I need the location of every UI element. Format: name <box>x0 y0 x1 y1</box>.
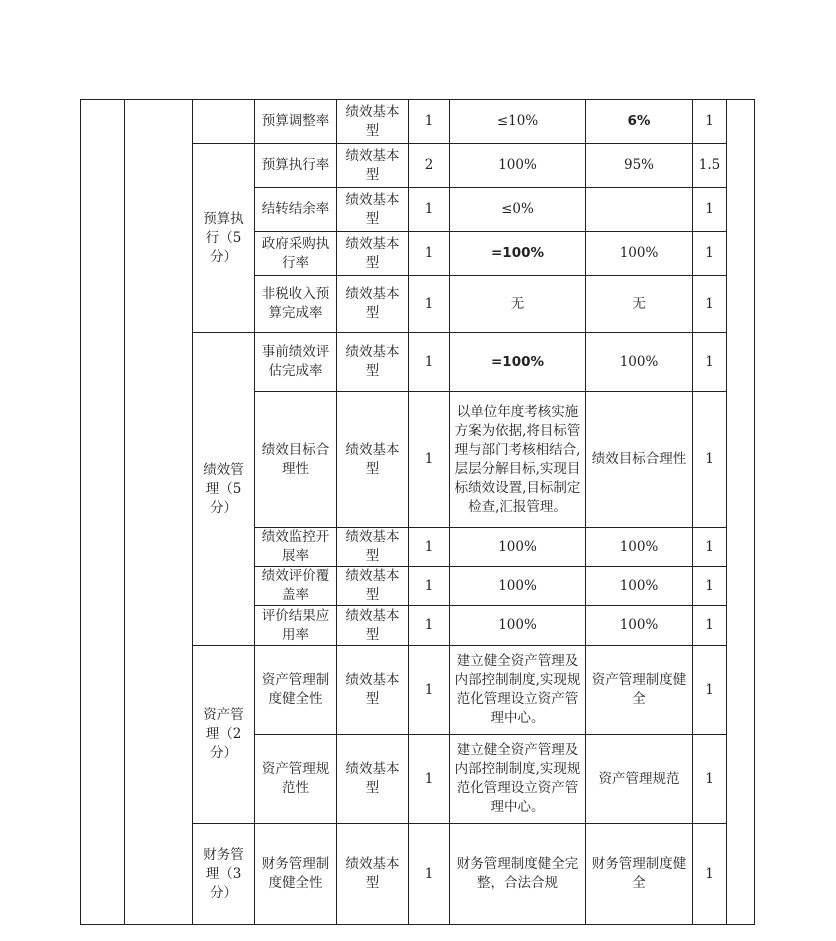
remark-cell <box>727 100 755 925</box>
category-cell-empty <box>193 100 255 144</box>
indicator-cell: 预算执行率 <box>255 144 337 188</box>
weight-cell: 2 <box>409 144 450 188</box>
weight-cell: 1 <box>409 276 450 333</box>
performance-table <box>80 99 755 925</box>
weight-cell: 1 <box>409 735 450 824</box>
actual-cell: 绩效目标合理性 <box>586 392 693 528</box>
indicator-cell: 资产管理制度健全性 <box>255 646 337 735</box>
level2-cell <box>125 100 193 925</box>
indicator-cell: 资产管理规范性 <box>255 735 337 824</box>
indicator-cell: 绩效监控开展率 <box>255 528 337 567</box>
target-cell: 建立健全资产管理及内部控制制度,实现规范化管理设立资产管理中心。 <box>450 735 586 824</box>
type-cell: 绩效基本型 <box>337 567 409 606</box>
indicator-cell: 绩效评价覆盖率 <box>255 567 337 606</box>
target-cell: 100% <box>450 606 586 646</box>
target-cell: 100% <box>450 528 586 567</box>
weight-cell: 1 <box>409 392 450 528</box>
type-cell: 绩效基本型 <box>337 232 409 276</box>
indicator-cell: 预算调整率 <box>255 100 337 144</box>
target-cell: =100% <box>450 333 586 392</box>
weight-cell: 1 <box>409 567 450 606</box>
type-cell: 绩效基本型 <box>337 188 409 232</box>
type-cell: 绩效基本型 <box>337 276 409 333</box>
actual-cell: 100% <box>586 606 693 646</box>
score-cell: 1 <box>693 188 727 232</box>
weight-cell: 1 <box>409 232 450 276</box>
indicator-cell: 事前绩效评估完成率 <box>255 333 337 392</box>
score-cell: 1 <box>693 824 727 925</box>
target-cell: 100% <box>450 567 586 606</box>
weight-cell: 1 <box>409 333 450 392</box>
actual-cell: 无 <box>586 276 693 333</box>
category-performance-management: 绩效管理（5分） <box>193 333 255 646</box>
type-cell: 绩效基本型 <box>337 144 409 188</box>
target-cell: 以单位年度考核实施方案为依据,将目标管理与部门考核相结合,层层分解目标,实现目标绩效设置,目标制定检查,汇报管理。 <box>450 392 586 528</box>
actual-cell: 100% <box>586 333 693 392</box>
score-cell: 1 <box>693 567 727 606</box>
weight-cell: 1 <box>409 528 450 567</box>
type-cell: 绩效基本型 <box>337 646 409 735</box>
target-cell: ≤0% <box>450 188 586 232</box>
type-cell: 绩效基本型 <box>337 100 409 144</box>
indicator-cell: 非税收入预算完成率 <box>255 276 337 333</box>
score-cell: 1 <box>693 528 727 567</box>
category-finance-management: 财务管理（3分） <box>193 824 255 925</box>
category-asset-management: 资产管理（2分） <box>193 646 255 824</box>
target-cell: 100% <box>450 144 586 188</box>
score-cell: 1 <box>693 276 727 333</box>
type-cell: 绩效基本型 <box>337 333 409 392</box>
weight-cell: 1 <box>409 646 450 735</box>
category-budget-execution: 预算执行（5分） <box>193 144 255 333</box>
target-cell: 财务管理制度健全完整，合法合规 <box>450 824 586 925</box>
indicator-cell: 政府采购执行率 <box>255 232 337 276</box>
type-cell: 绩效基本型 <box>337 606 409 646</box>
actual-cell: 资产管理制度健全 <box>586 646 693 735</box>
indicator-cell: 评价结果应用率 <box>255 606 337 646</box>
table-row <box>81 100 755 144</box>
target-cell: ≤10% <box>450 100 586 144</box>
type-cell: 绩效基本型 <box>337 392 409 528</box>
actual-cell: 资产管理规范 <box>586 735 693 824</box>
score-cell: 1 <box>693 735 727 824</box>
type-cell: 绩效基本型 <box>337 824 409 925</box>
type-cell: 绩效基本型 <box>337 735 409 824</box>
actual-cell: 6% <box>586 100 693 144</box>
score-cell: 1 <box>693 392 727 528</box>
actual-cell: 100% <box>586 528 693 567</box>
target-cell: 建立健全资产管理及内部控制制度,实现规范化管理设立资产管理中心。 <box>450 646 586 735</box>
target-cell: 无 <box>450 276 586 333</box>
indicator-cell: 绩效目标合理性 <box>255 392 337 528</box>
weight-cell: 1 <box>409 606 450 646</box>
score-cell: 1.5 <box>693 144 727 188</box>
score-cell: 1 <box>693 646 727 735</box>
type-cell: 绩效基本型 <box>337 528 409 567</box>
score-cell: 1 <box>693 606 727 646</box>
score-cell: 1 <box>693 333 727 392</box>
actual-cell <box>586 188 693 232</box>
score-cell: 1 <box>693 100 727 144</box>
actual-cell: 100% <box>586 567 693 606</box>
target-cell: =100% <box>450 232 586 276</box>
indicator-cell: 财务管理制度健全性 <box>255 824 337 925</box>
actual-cell: 100% <box>586 232 693 276</box>
actual-cell: 财务管理制度健全 <box>586 824 693 925</box>
actual-cell: 95% <box>586 144 693 188</box>
score-cell: 1 <box>693 232 727 276</box>
weight-cell: 1 <box>409 188 450 232</box>
indicator-cell: 结转结余率 <box>255 188 337 232</box>
weight-cell: 1 <box>409 824 450 925</box>
weight-cell: 1 <box>409 100 450 144</box>
level1-cell <box>81 100 125 925</box>
